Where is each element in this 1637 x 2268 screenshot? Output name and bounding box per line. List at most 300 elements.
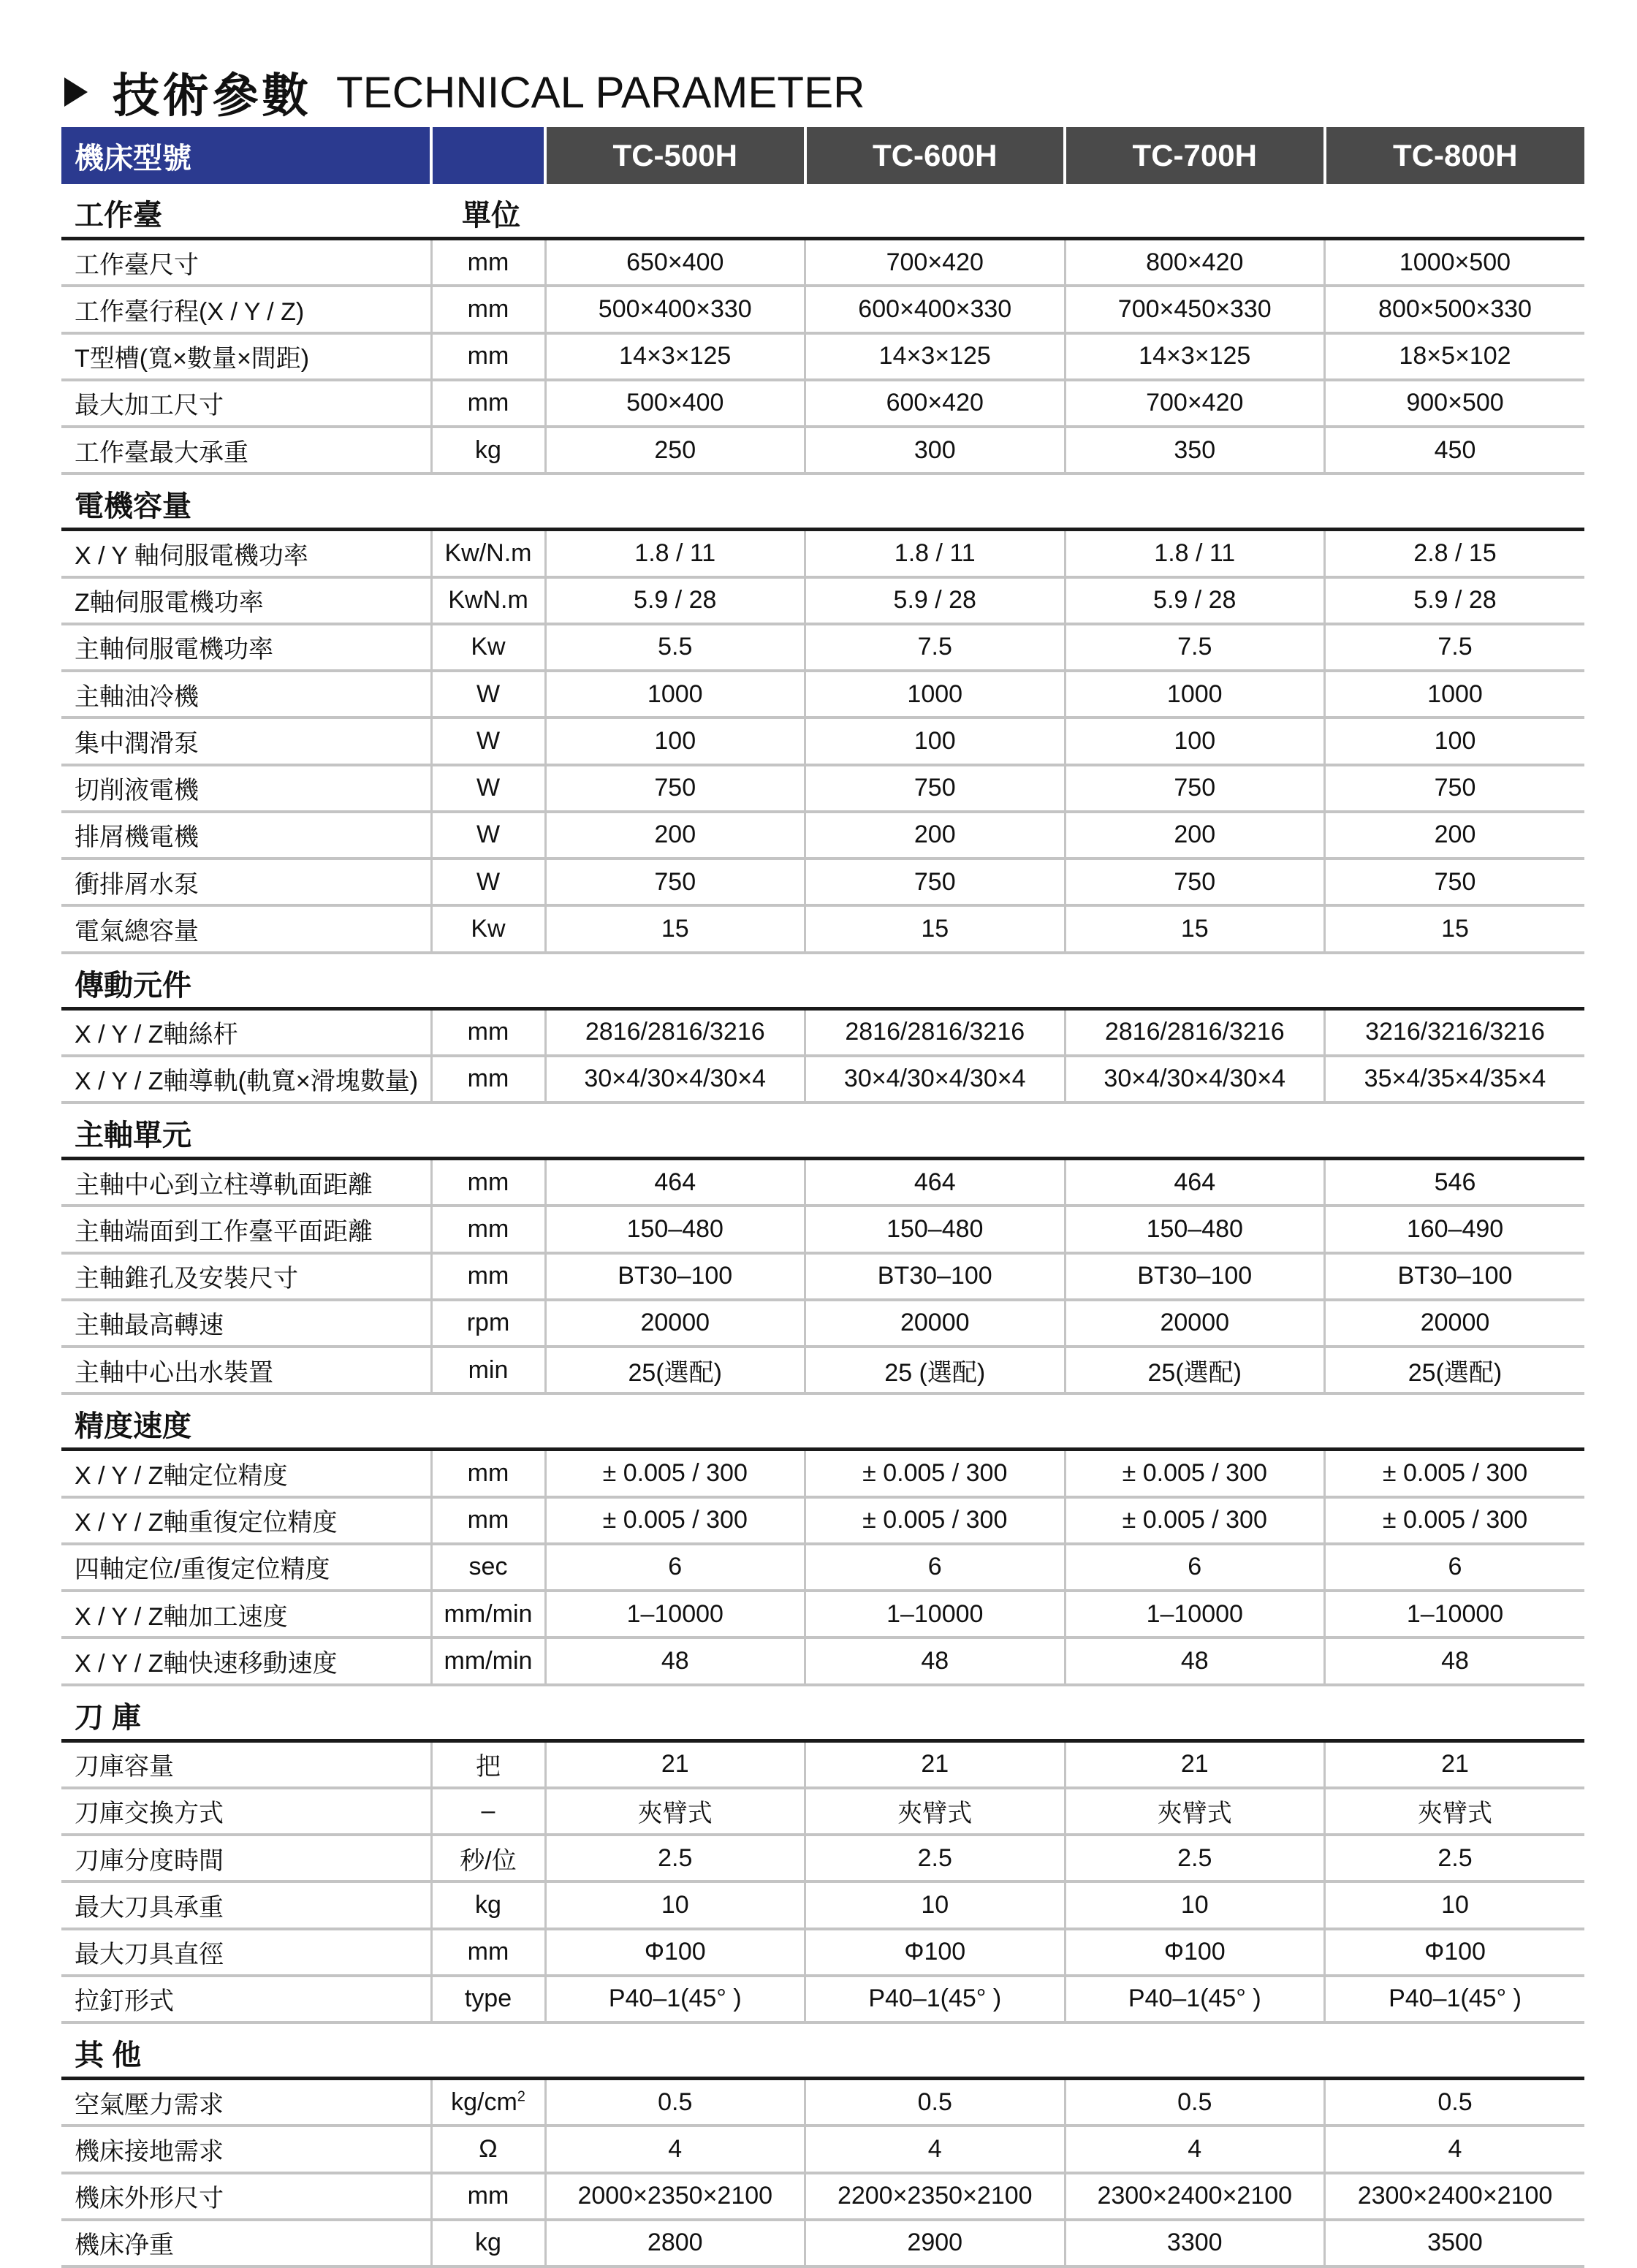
unit-cell xyxy=(431,2220,545,2267)
unit-cell xyxy=(431,1835,545,1881)
spec-table xyxy=(61,127,1584,2268)
value-cell: 100 xyxy=(1065,718,1325,764)
model-header: TC-800H xyxy=(1325,127,1585,184)
unit-text: Kw xyxy=(471,914,506,943)
unit-text: mm/min xyxy=(444,1599,533,1628)
value-cell: 1.8 / 11 xyxy=(1065,530,1325,577)
unit-cell xyxy=(431,1637,545,1684)
value-cell: 10 xyxy=(1325,1881,1585,1928)
parameter-label: Z軸伺服電機功率 xyxy=(61,577,431,624)
section-title: 傳動元件 xyxy=(61,953,431,1009)
unit-cell xyxy=(431,1253,545,1300)
unit-cell xyxy=(431,1159,545,1206)
value-cell: P40–1(45° ) xyxy=(1325,1976,1585,2022)
table-row xyxy=(61,286,1584,332)
value-cell: 6 xyxy=(1065,1544,1325,1591)
section-spacer xyxy=(431,1393,545,1450)
value-cell: 夾臂式 xyxy=(1325,1788,1585,1835)
table-row xyxy=(61,2126,1584,2172)
table-row xyxy=(61,718,1584,764)
table-row xyxy=(61,1253,1584,1300)
value-cell: 10 xyxy=(805,1881,1066,1928)
table-row xyxy=(61,427,1584,473)
section-title: 精度速度 xyxy=(61,1393,431,1450)
value-cell: 10 xyxy=(1065,1881,1325,1928)
parameter-label: 主軸最高轉速 xyxy=(61,1300,431,1347)
unit-cell xyxy=(431,1008,545,1056)
value-cell: BT30–100 xyxy=(1065,1253,1325,1300)
table-row xyxy=(61,671,1584,718)
value-cell: 20000 xyxy=(1325,1300,1585,1347)
value-cell: 2.8 / 15 xyxy=(1325,530,1585,577)
value-cell: 1000×500 xyxy=(1325,239,1585,286)
parameter-label: T型槽(寬×數量×間距) xyxy=(61,333,431,380)
table-row xyxy=(61,577,1584,624)
unit-cell xyxy=(431,1976,545,2022)
value-cell: 6 xyxy=(1325,1544,1585,1591)
unit-cell xyxy=(431,286,545,332)
value-cell: 150–480 xyxy=(805,1206,1066,1252)
section-header-row xyxy=(61,1103,1584,1159)
unit-text: 秒/位 xyxy=(460,1846,517,1875)
value-cell: 2.5 xyxy=(1325,1835,1585,1881)
value-cell: 200 xyxy=(545,812,805,859)
parameter-label: 主軸中心出水裝置 xyxy=(61,1347,431,1393)
table-row xyxy=(61,1976,1584,2022)
table-row xyxy=(61,1637,1584,1684)
parameter-label: X / Y 軸伺服電機功率 xyxy=(61,530,431,577)
unit-cell xyxy=(431,905,545,952)
value-cell: ± 0.005 / 300 xyxy=(545,1450,805,1497)
unit-column-title: 單位 xyxy=(431,184,545,239)
unit-text: Ω xyxy=(479,2134,498,2163)
value-cell: ± 0.005 / 300 xyxy=(1325,1450,1585,1497)
parameter-label: 最大刀具承重 xyxy=(61,1881,431,1928)
section-spacer xyxy=(545,2022,1584,2079)
value-cell: 0.5 xyxy=(1065,2079,1325,2126)
section-spacer xyxy=(431,953,545,1009)
table-row xyxy=(61,333,1584,380)
value-cell: 250 xyxy=(545,427,805,473)
value-cell: 15 xyxy=(1065,905,1325,952)
machine-model-header: 機床型號 xyxy=(61,127,431,184)
value-cell: 18×5×102 xyxy=(1325,333,1585,380)
table-row xyxy=(61,859,1584,905)
value-cell: 7.5 xyxy=(1325,624,1585,671)
section-title: 電機容量 xyxy=(61,473,431,530)
parameter-label: 刀庫分度時間 xyxy=(61,1835,431,1881)
value-cell: P40–1(45° ) xyxy=(545,1976,805,2022)
parameter-label: 工作臺行程(X / Y / Z) xyxy=(61,286,431,332)
value-cell: 600×420 xyxy=(805,380,1066,427)
value-cell: 5.5 xyxy=(545,624,805,671)
table-row xyxy=(61,2220,1584,2267)
section-spacer xyxy=(431,2022,545,2079)
section-title: 其 他 xyxy=(61,2022,431,2079)
value-cell: 48 xyxy=(805,1637,1066,1684)
unit-cell xyxy=(431,427,545,473)
unit-text: mm xyxy=(467,1458,509,1487)
title-english: TECHNICAL PARAMETER xyxy=(336,67,865,117)
value-cell: 700×450×330 xyxy=(1065,286,1325,332)
section-spacer xyxy=(431,1685,545,1741)
table-row xyxy=(61,1450,1584,1497)
value-cell: ± 0.005 / 300 xyxy=(1065,1450,1325,1497)
table-row xyxy=(61,1929,1584,1976)
unit-text: kg xyxy=(475,2229,501,2257)
table-row xyxy=(61,2079,1584,2126)
parameter-label: 最大加工尺寸 xyxy=(61,380,431,427)
parameter-label: 主軸端面到工作臺平面距離 xyxy=(61,1206,431,1252)
unit-cell xyxy=(431,2079,545,2126)
value-cell: 48 xyxy=(1065,1637,1325,1684)
value-cell: 2000×2350×2100 xyxy=(545,2173,805,2220)
value-cell: 48 xyxy=(1325,1637,1585,1684)
unit-text: mm/min xyxy=(444,1646,533,1675)
value-cell: 900×500 xyxy=(1325,380,1585,427)
unit-header-blank xyxy=(431,127,545,184)
table-row xyxy=(61,1347,1584,1393)
value-cell: 7.5 xyxy=(805,624,1066,671)
table-row xyxy=(61,765,1584,812)
value-cell: Φ100 xyxy=(1065,1929,1325,1976)
value-cell: 750 xyxy=(545,765,805,812)
unit-text: Kw/N.m xyxy=(444,539,532,567)
value-cell: 700×420 xyxy=(805,239,1066,286)
unit-text: W xyxy=(476,774,501,802)
value-cell: 21 xyxy=(1065,1740,1325,1788)
table-row xyxy=(61,1497,1584,1544)
unit-cell xyxy=(431,2173,545,2220)
table-row xyxy=(61,624,1584,671)
parameter-label: 主軸中心到立柱導軌面距離 xyxy=(61,1159,431,1206)
section-header-row xyxy=(61,473,1584,530)
value-cell: BT30–100 xyxy=(545,1253,805,1300)
value-cell: 2816/2816/3216 xyxy=(1065,1008,1325,1056)
value-cell: P40–1(45° ) xyxy=(805,1976,1066,2022)
unit-cell xyxy=(431,859,545,905)
parameter-label: 排屑機電機 xyxy=(61,812,431,859)
unit-text: mm xyxy=(467,248,509,276)
section-spacer xyxy=(431,473,545,530)
value-cell: P40–1(45° ) xyxy=(1065,1976,1325,2022)
parameter-label: 刀庫容量 xyxy=(61,1740,431,1788)
value-cell: 0.5 xyxy=(545,2079,805,2126)
table-row xyxy=(61,1206,1584,1252)
unit-text: type xyxy=(464,1984,512,2013)
parameter-label: X / Y / Z軸重復定位精度 xyxy=(61,1497,431,1544)
value-cell: 14×3×125 xyxy=(1065,333,1325,380)
unit-text: kg/cm xyxy=(451,2088,517,2116)
value-cell: 0.5 xyxy=(805,2079,1066,2126)
value-cell: 1–10000 xyxy=(545,1591,805,1637)
value-cell: 6 xyxy=(805,1544,1066,1591)
value-cell: 750 xyxy=(1325,765,1585,812)
value-cell: 100 xyxy=(545,718,805,764)
value-cell: 200 xyxy=(1325,812,1585,859)
value-cell: 650×400 xyxy=(545,239,805,286)
section-title: 主軸單元 xyxy=(61,1103,431,1159)
value-cell: 2300×2400×2100 xyxy=(1065,2173,1325,2220)
unit-cell xyxy=(431,239,545,286)
value-cell: 1–10000 xyxy=(1065,1591,1325,1637)
unit-cell xyxy=(431,1544,545,1591)
unit-text: mm xyxy=(467,294,509,323)
value-cell: 464 xyxy=(1065,1159,1325,1206)
section-title: 工作臺 xyxy=(61,184,431,239)
parameter-label: X / Y / Z軸絲杆 xyxy=(61,1008,431,1056)
table-row xyxy=(61,1544,1584,1591)
value-cell: 2816/2816/3216 xyxy=(805,1008,1066,1056)
value-cell: 6 xyxy=(545,1544,805,1591)
unit-text: min xyxy=(468,1355,509,1384)
model-header: TC-500H xyxy=(545,127,805,184)
unit-text: mm xyxy=(467,2182,509,2210)
value-cell: ± 0.005 / 300 xyxy=(805,1497,1066,1544)
value-cell: 300 xyxy=(805,427,1066,473)
unit-cell xyxy=(431,1591,545,1637)
value-cell: 25(選配) xyxy=(545,1347,805,1393)
parameter-label: 四軸定位/重復定位精度 xyxy=(61,1544,431,1591)
unit-cell xyxy=(431,577,545,624)
parameter-label: X / Y / Z軸加工速度 xyxy=(61,1591,431,1637)
parameter-label: 最大刀具直徑 xyxy=(61,1929,431,1976)
table-row xyxy=(61,1159,1584,1206)
unit-cell xyxy=(431,1497,545,1544)
value-cell: 464 xyxy=(805,1159,1066,1206)
table-row xyxy=(61,239,1584,286)
table-row xyxy=(61,1740,1584,1788)
parameter-label: 電氣總容量 xyxy=(61,905,431,952)
value-cell: 100 xyxy=(805,718,1066,764)
value-cell: 160–490 xyxy=(1325,1206,1585,1252)
table-row xyxy=(61,380,1584,427)
parameter-label: 空氣壓力需求 xyxy=(61,2079,431,2126)
section-header-row xyxy=(61,1685,1584,1741)
value-cell: 750 xyxy=(1065,765,1325,812)
value-cell: 3300 xyxy=(1065,2220,1325,2267)
unit-text: rpm xyxy=(466,1309,510,1337)
value-cell: 150–480 xyxy=(1065,1206,1325,1252)
unit-text: kg xyxy=(475,1890,501,1919)
unit-text: mm xyxy=(467,1938,509,1966)
value-cell: 4 xyxy=(545,2126,805,2172)
value-cell: 3216/3216/3216 xyxy=(1325,1008,1585,1056)
section-header-row xyxy=(61,1393,1584,1450)
unit-cell xyxy=(431,1450,545,1497)
unit-text: W xyxy=(476,726,501,755)
unit-cell xyxy=(431,765,545,812)
unit-cell xyxy=(431,671,545,718)
parameter-label: 機床净重 xyxy=(61,2220,431,2267)
unit-cell xyxy=(431,718,545,764)
value-cell: 20000 xyxy=(1065,1300,1325,1347)
table-row xyxy=(61,905,1584,952)
page-heading xyxy=(64,57,865,127)
unit-text: sec xyxy=(468,1553,508,1581)
table-row xyxy=(61,530,1584,577)
section-spacer xyxy=(545,953,1584,1009)
parameter-label: 工作臺最大承重 xyxy=(61,427,431,473)
value-cell: 2.5 xyxy=(805,1835,1066,1881)
value-cell: 1.8 / 11 xyxy=(805,530,1066,577)
value-cell: 1000 xyxy=(805,671,1066,718)
value-cell: 800×500×330 xyxy=(1325,286,1585,332)
section-spacer xyxy=(431,1103,545,1159)
unit-text: mm xyxy=(467,1214,509,1243)
value-cell: 750 xyxy=(545,859,805,905)
value-cell: 450 xyxy=(1325,427,1585,473)
value-cell: 350 xyxy=(1065,427,1325,473)
value-cell: 750 xyxy=(1325,859,1585,905)
value-cell: 750 xyxy=(805,765,1066,812)
parameter-label: 衝排屑水泵 xyxy=(61,859,431,905)
value-cell: 2800 xyxy=(545,2220,805,2267)
value-cell: 1000 xyxy=(545,671,805,718)
table-row xyxy=(61,1300,1584,1347)
parameter-label: 機床接地需求 xyxy=(61,2126,431,2172)
parameter-label: X / Y / Z軸快速移動速度 xyxy=(61,1637,431,1684)
value-cell: 21 xyxy=(1325,1740,1585,1788)
model-header: TC-700H xyxy=(1065,127,1325,184)
unit-text: mm xyxy=(467,342,509,370)
value-cell: 夾臂式 xyxy=(805,1788,1066,1835)
section-header-row xyxy=(61,953,1584,1009)
value-cell: 30×4/30×4/30×4 xyxy=(805,1056,1066,1103)
value-cell: 464 xyxy=(545,1159,805,1206)
value-cell: 3500 xyxy=(1325,2220,1585,2267)
section-spacer xyxy=(545,1393,1584,1450)
model-header: TC-600H xyxy=(805,127,1066,184)
section-spacer xyxy=(545,1103,1584,1159)
value-cell: 200 xyxy=(805,812,1066,859)
value-cell: 30×4/30×4/30×4 xyxy=(1065,1056,1325,1103)
unit-text: W xyxy=(476,680,501,708)
unit-cell xyxy=(431,812,545,859)
value-cell: 500×400×330 xyxy=(545,286,805,332)
table-row xyxy=(61,812,1584,859)
table-row xyxy=(61,1591,1584,1637)
value-cell: 2900 xyxy=(805,2220,1066,2267)
spec-table-body xyxy=(61,184,1584,2267)
parameter-label: 主軸錐孔及安裝尺寸 xyxy=(61,1253,431,1300)
unit-text: mm xyxy=(467,1065,509,1093)
table-row xyxy=(61,2173,1584,2220)
table-row xyxy=(61,1008,1584,1056)
value-cell: 21 xyxy=(545,1740,805,1788)
value-cell: 25 (選配) xyxy=(805,1347,1066,1393)
value-cell: BT30–100 xyxy=(805,1253,1066,1300)
parameter-label: X / Y / Z軸定位精度 xyxy=(61,1450,431,1497)
value-cell: 20000 xyxy=(545,1300,805,1347)
table-row xyxy=(61,1788,1584,1835)
value-cell: 30×4/30×4/30×4 xyxy=(545,1056,805,1103)
unit-text: W xyxy=(476,821,501,849)
value-cell: 2200×2350×2100 xyxy=(805,2173,1066,2220)
value-cell: 100 xyxy=(1325,718,1585,764)
unit-cell xyxy=(431,1347,545,1393)
value-cell: 7.5 xyxy=(1065,624,1325,671)
unit-text: – xyxy=(481,1797,495,1825)
unit-text: W xyxy=(476,867,501,896)
value-cell: 5.9 / 28 xyxy=(545,577,805,624)
title-chinese: 技術參數 xyxy=(113,69,311,122)
unit-cell xyxy=(431,1740,545,1788)
value-cell: 500×400 xyxy=(545,380,805,427)
value-cell: 4 xyxy=(1325,2126,1585,2172)
unit-text: KwN.m xyxy=(448,586,528,614)
value-cell: 2.5 xyxy=(545,1835,805,1881)
value-cell: Φ100 xyxy=(805,1929,1066,1976)
unit-cell xyxy=(431,1788,545,1835)
value-cell: 35×4/35×4/35×4 xyxy=(1325,1056,1585,1103)
value-cell: 1–10000 xyxy=(1325,1591,1585,1637)
value-cell: Φ100 xyxy=(545,1929,805,1976)
value-cell: 2816/2816/3216 xyxy=(545,1008,805,1056)
unit-text: Kw xyxy=(471,633,506,661)
value-cell: 15 xyxy=(805,905,1066,952)
value-cell: 600×400×330 xyxy=(805,286,1066,332)
value-cell: 750 xyxy=(1065,859,1325,905)
value-cell: BT30–100 xyxy=(1325,1253,1585,1300)
parameter-label: 集中潤滑泵 xyxy=(61,718,431,764)
value-cell: 546 xyxy=(1325,1159,1585,1206)
value-cell: 150–480 xyxy=(545,1206,805,1252)
value-cell: 4 xyxy=(1065,2126,1325,2172)
value-cell: 25(選配) xyxy=(1325,1347,1585,1393)
value-cell: 750 xyxy=(805,859,1066,905)
unit-cell xyxy=(431,1206,545,1252)
unit-text: 把 xyxy=(476,1753,501,1781)
unit-cell xyxy=(431,380,545,427)
section-header-row xyxy=(61,184,1584,239)
value-cell: 5.9 / 28 xyxy=(1325,577,1585,624)
value-cell: 4 xyxy=(805,2126,1066,2172)
parameter-label: 刀庫交換方式 xyxy=(61,1788,431,1835)
value-cell: 200 xyxy=(1065,812,1325,859)
parameter-label: 切削液電機 xyxy=(61,765,431,812)
section-title: 刀 庫 xyxy=(61,1685,431,1741)
value-cell: 夾臂式 xyxy=(545,1788,805,1835)
value-cell: 1.8 / 11 xyxy=(545,530,805,577)
unit-text: mm xyxy=(467,1168,509,1196)
table-row xyxy=(61,1881,1584,1928)
parameter-label: 工作臺尺寸 xyxy=(61,239,431,286)
triangle-bullet-icon xyxy=(64,77,88,107)
unit-text: mm xyxy=(467,1262,509,1290)
value-cell: 5.9 / 28 xyxy=(1065,577,1325,624)
value-cell: 20000 xyxy=(805,1300,1066,1347)
value-cell: 2.5 xyxy=(1065,1835,1325,1881)
value-cell: Φ100 xyxy=(1325,1929,1585,1976)
value-cell: 1000 xyxy=(1325,671,1585,718)
value-cell: ± 0.005 / 300 xyxy=(1065,1497,1325,1544)
value-cell: 48 xyxy=(545,1637,805,1684)
value-cell: ± 0.005 / 300 xyxy=(1325,1497,1585,1544)
unit-cell xyxy=(431,1929,545,1976)
parameter-label: 機床外形尺寸 xyxy=(61,2173,431,2220)
section-spacer xyxy=(545,473,1584,530)
parameter-label: 主軸伺服電機功率 xyxy=(61,624,431,671)
value-cell: 15 xyxy=(545,905,805,952)
table-header-row xyxy=(61,127,1584,184)
unit-cell xyxy=(431,333,545,380)
unit-cell xyxy=(431,2126,545,2172)
unit-cell xyxy=(431,1300,545,1347)
value-cell: ± 0.005 / 300 xyxy=(545,1497,805,1544)
parameter-label: 主軸油冷機 xyxy=(61,671,431,718)
value-cell: 25(選配) xyxy=(1065,1347,1325,1393)
